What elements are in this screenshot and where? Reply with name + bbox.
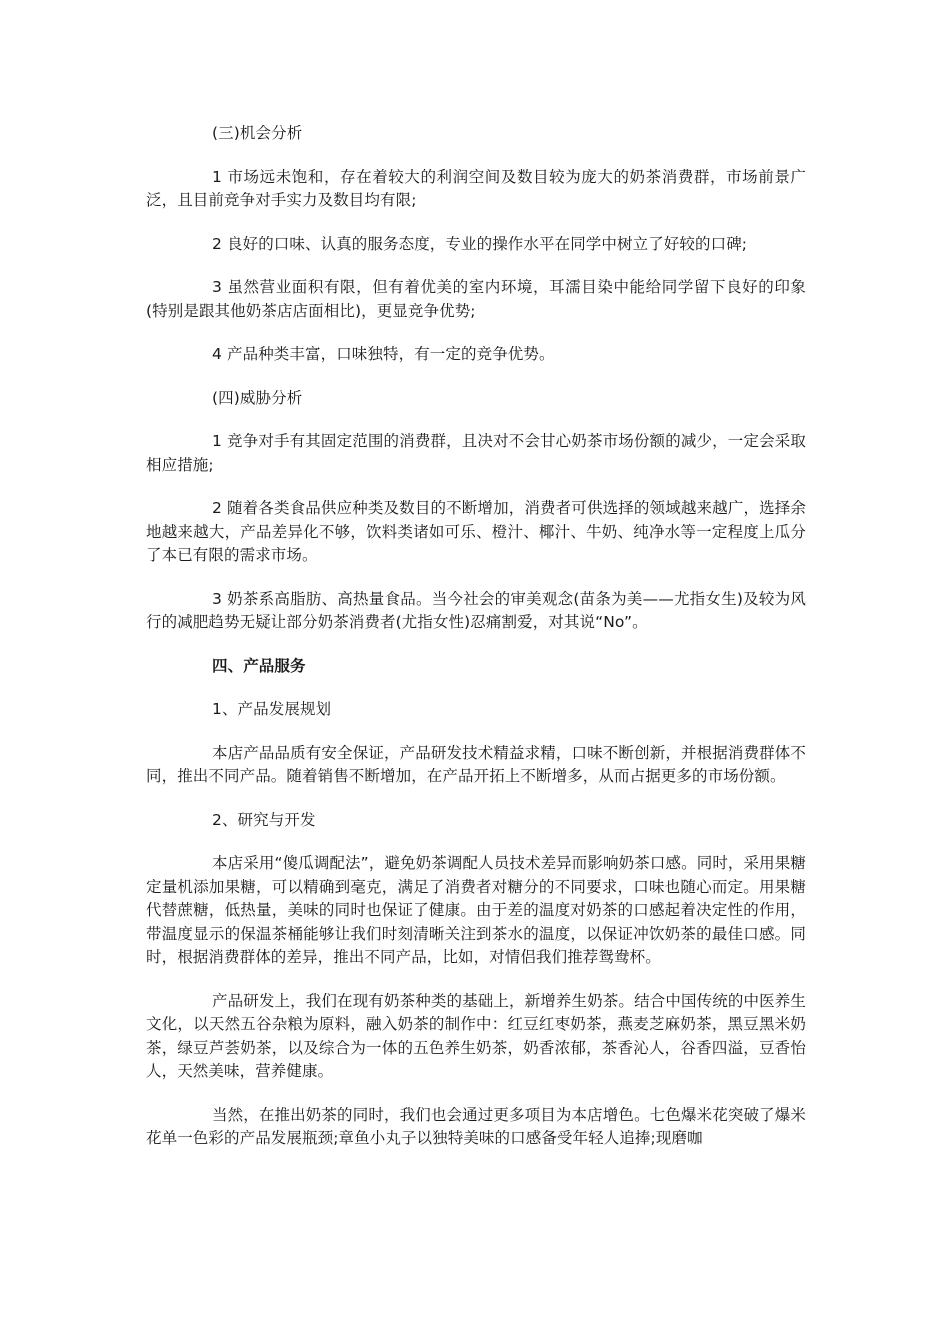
subheading-development-plan: 1、产品发展规划 bbox=[212, 700, 332, 718]
paragraph: 2 随着各类食品供应种类及数目的不断增加，消费者可供选择的领域越来越广，选择余地越来越大，产品差异化不够，饮料类诸如可乐、橙汁、椰汁、牛奶、纯净水等一定程度上瓜分了本已有限的需求市场。 bbox=[146, 499, 806, 564]
paragraph: 产品研发上，我们在现有奶茶种类的基础上，新增养生奶茶。结合中国传统的中医养生文化，以天然五谷杂粮为原料，融入奶茶的制作中：红豆红枣奶茶，燕麦芝麻奶茶，黑豆黑米奶茶，绿豆芦荟奶茶，以及综合为一体的五色养生奶茶，奶香浓郁，茶香沁人，谷香四溢，豆香怡人，天然美味，营养健康。 bbox=[146, 991, 806, 1080]
section-heading-opportunity: (三)机会分析 bbox=[212, 124, 303, 142]
document-page bbox=[146, 122, 806, 1171]
paragraph: 4 产品种类丰富，口味独特，有一定的竞争优势。 bbox=[212, 345, 555, 363]
paragraph: 本店采用“傻瓜调配法”，避免奶茶调配人员技术差异而影响奶茶口感。同时，采用果糖定量机添加果糖，可以精确到毫克，满足了消费者对糖分的不同要求，口味也随心而定。用果糖代替蔗糖，低热量，美味的同时也保证了健康。由于差的温度对奶茶的口感起着决定性的作用，带温度显示的保温茶桶能够让我们时刻清晰关注到茶水的温度，以保证冲饮奶茶的最佳口感。同时，根据消费群体的差异，推出不同产品，比如，对情侣我们推荐鸳鸯杯。 bbox=[146, 854, 806, 966]
paragraph: 3 虽然营业面积有限，但有着优美的室内环境，耳濡目染中能给同学留下良好的印象(特别是跟其他奶茶店店面相比)，更显竞争优势; bbox=[146, 278, 806, 320]
paragraph: 本店产品品质有安全保证，产品研发技术精益求精，口味不断创新，并根据消费群体不同，推出不同产品。随着销售不断增加，在产品开拓上不断增多，从而占据更多的市场份额。 bbox=[146, 743, 806, 785]
section-heading-threat: (四)威胁分析 bbox=[212, 388, 303, 407]
chapter-heading-product-service: 四、产品服务 bbox=[212, 656, 306, 675]
subheading-research-development: 2、研究与开发 bbox=[212, 810, 316, 829]
paragraph: 3 奶茶系高脂肪、高热量食品。当今社会的审美观念(苗条为美——尤指女生)及较为风行的减肥趋势无疑让部分奶茶消费者(尤指女性)忍痛割爱，对其说“No”。 bbox=[146, 589, 806, 631]
paragraph: 当然，在推出奶茶的同时，我们也会通过更多项目为本店增色。七色爆米花突破了爆米花单一色彩的产品发展瓶颈;章鱼小丸子以独特美味的口感备受年轻人追捧;现磨咖 bbox=[146, 1105, 806, 1147]
paragraph: 1 竞争对手有其固定范围的消费群，且决对不会甘心奶茶市场份额的减少，一定会采取相应措施; bbox=[146, 432, 806, 474]
paragraph: 2 良好的口味、认真的服务态度，专业的操作水平在同学中树立了好较的口碑; bbox=[212, 234, 748, 253]
paragraph: 1 市场远未饱和，存在着较大的利润空间及数目较为庞大的奶茶消费群，市场前景广泛，且目前竞争对手实力及数目均有限; bbox=[146, 167, 806, 209]
